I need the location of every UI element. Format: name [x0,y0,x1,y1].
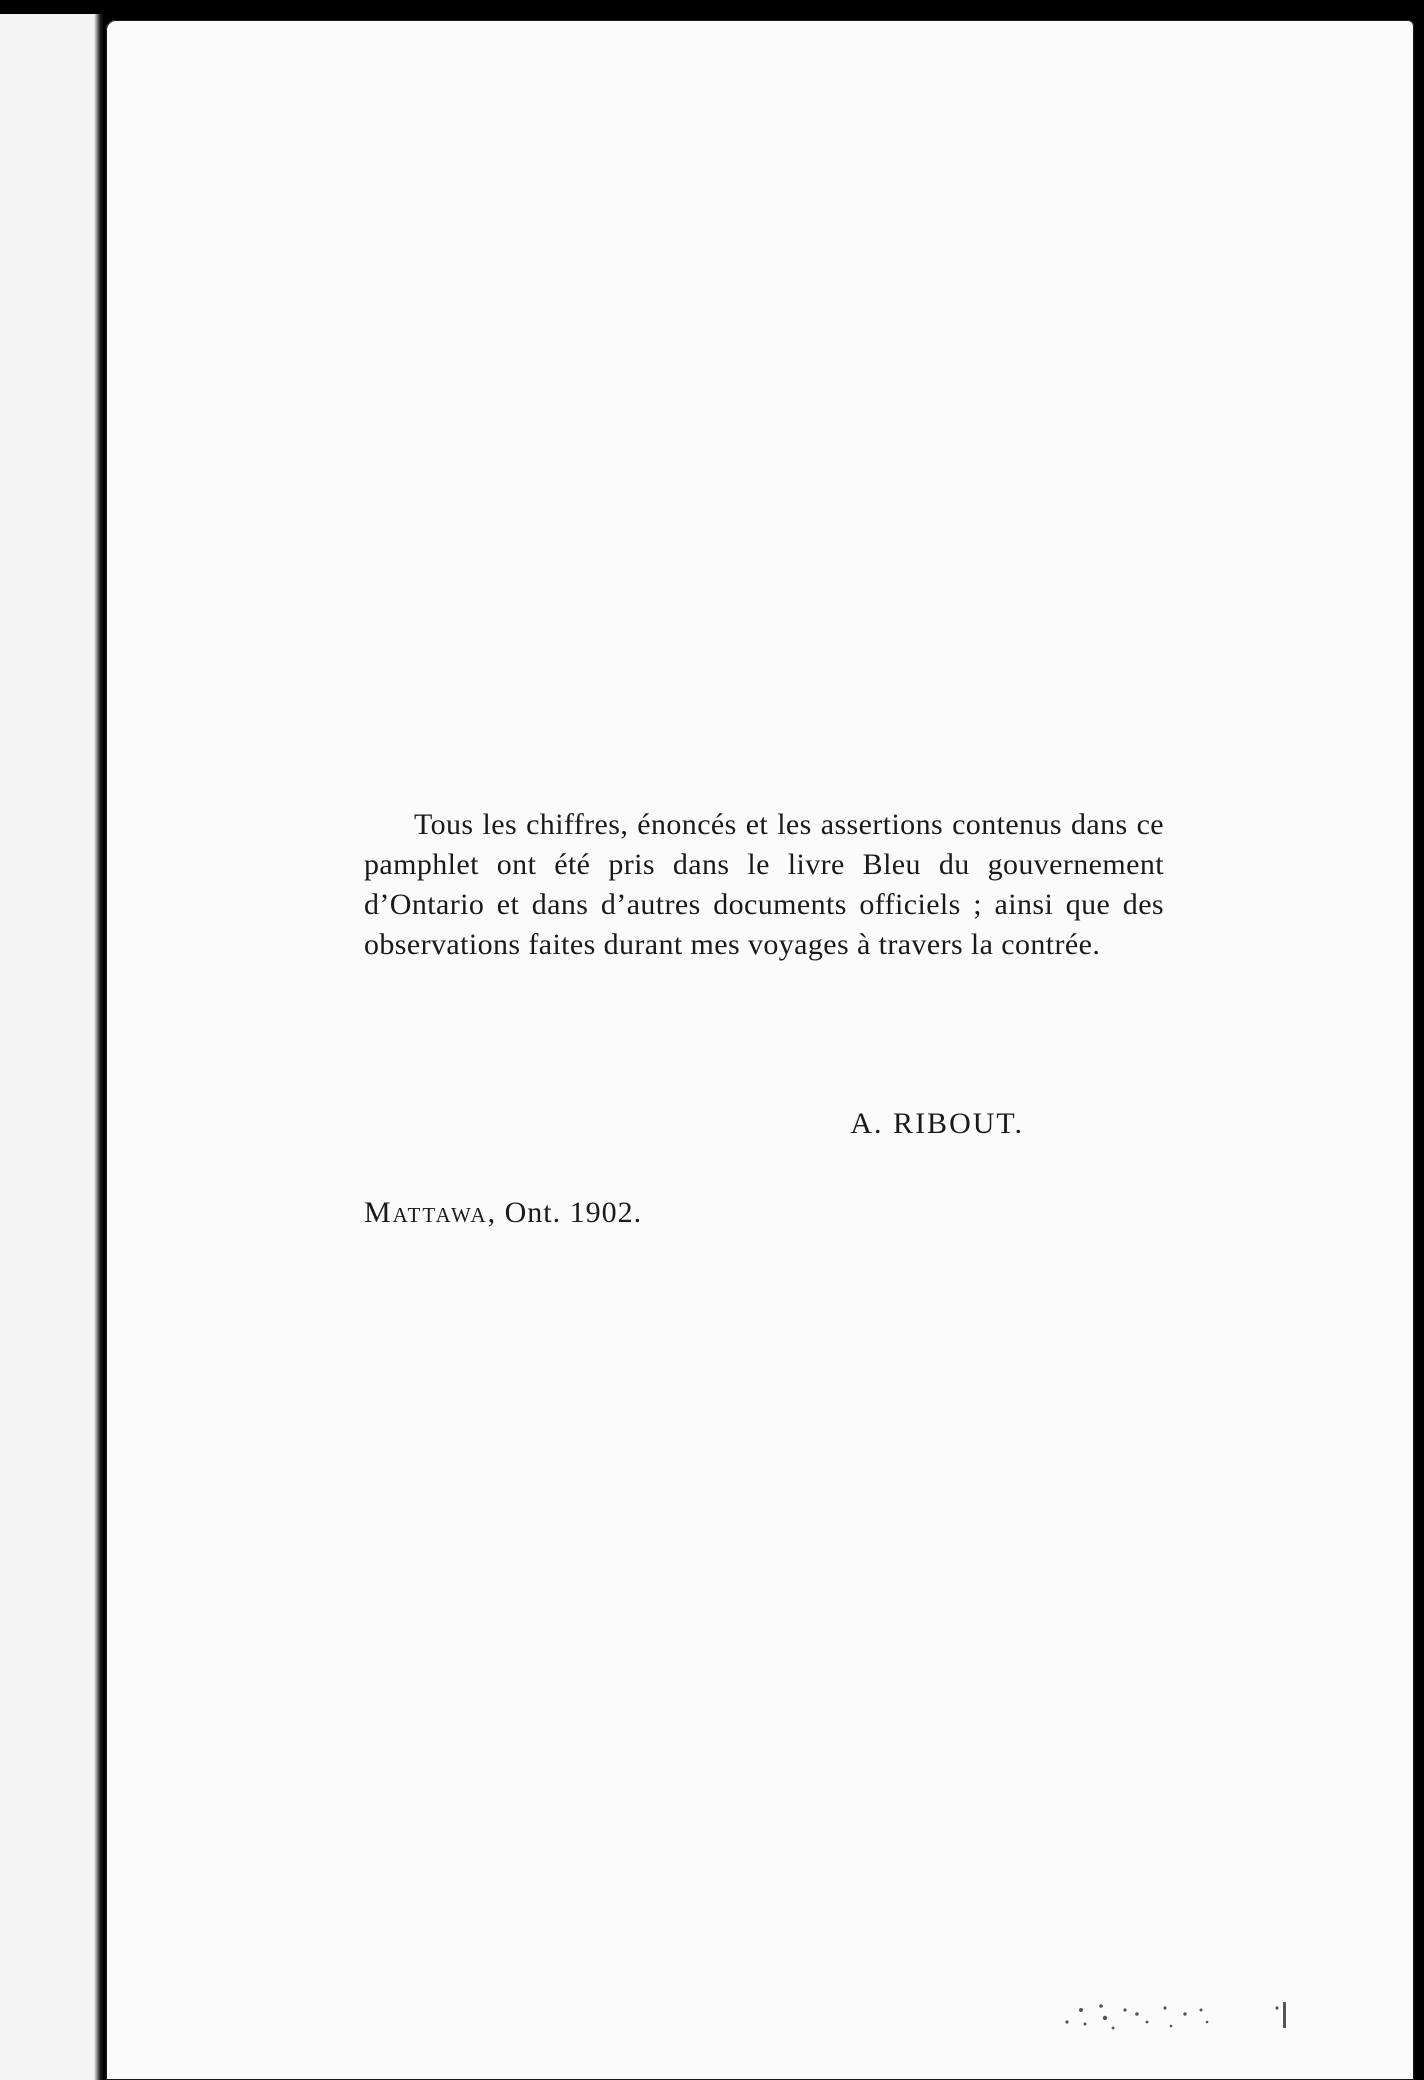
date-text: , Ont. 1902. [487,1196,643,1229]
page-gutter-shadow [94,14,104,2080]
author-signature: A. RIBOUT. [850,1107,1024,1140]
place-and-date-line [364,1196,642,1230]
scan-noise-marks [1061,1992,1321,2036]
document-page [106,20,1414,2080]
source-notice-paragraph: Tous les chiffres, énoncés et les assertions contenus dans ce pamphlet ont été pris dans le livre Bleu du gouvernement d’Ontario et dans d’autres documents officiels ; ainsi que des observations faites durant mes voyages à travers la contrée. [364,808,1164,961]
previous-page-edge [0,14,98,2080]
place-name: Mattawa [364,1196,488,1229]
